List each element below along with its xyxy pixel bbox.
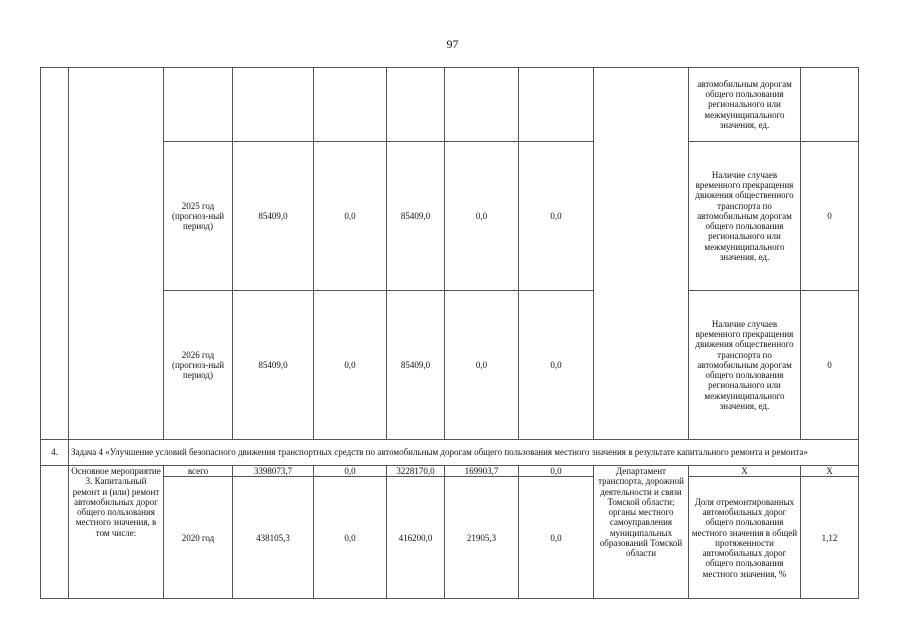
indicator-cell: Доля отремонтированных автомобильных дорог общего пользования местного значения в общей протяженности автомобильных дорог общего пользования местного значения, % xyxy=(689,477,801,599)
task-row xyxy=(41,440,859,466)
total-cell: 85409,0 xyxy=(233,291,314,440)
number-cell-empty xyxy=(41,68,69,440)
continuation-row xyxy=(41,68,859,142)
federal-cell: 0,0 xyxy=(314,291,387,440)
extra-cell: 0,0 xyxy=(519,142,594,291)
year-row-2026 xyxy=(41,291,859,440)
indicator-cell: Х xyxy=(689,466,801,477)
regional-cell: 3228170,0 xyxy=(387,466,445,477)
event-total-row xyxy=(41,466,859,477)
indicator-value-cell: 0 xyxy=(801,142,859,291)
period-cell: 2025 год (прогноз-ный период) xyxy=(164,142,233,291)
period-cell: 2026 год (прогноз-ный период) xyxy=(164,291,233,440)
executor-cell-empty xyxy=(594,68,689,440)
task-title: Задача 4 «Улучшение условий безопасного движения транспортных средств по автомобильным дорогам общего пользования местного значения в результате капитального ремонта и ремонта» xyxy=(69,440,859,466)
local-cell: 0,0 xyxy=(445,142,519,291)
executor-cell: Департамент транспорта, дорожной деятельности и связи Томской области; органы местного самоуправления муниципальных образований Томской области xyxy=(594,466,689,599)
indicator-continuation: автомобильным дорогам общего пользования регионального или межмуниципального значения, ед. xyxy=(689,68,801,142)
extra-cell: 0,0 xyxy=(519,466,594,477)
indicator-cell: Наличие случаев временного прекращения движения общественного транспорта по автомобильным дорогам общего пользования регионального или межмуниципального значения, ед. xyxy=(689,142,801,291)
regional-cell: 416200,0 xyxy=(387,477,445,599)
total-cell: 3398073,7 xyxy=(233,466,314,477)
local-cell: 0,0 xyxy=(445,291,519,440)
federal-cell: 0,0 xyxy=(314,477,387,599)
regional-cell: 85409,0 xyxy=(387,142,445,291)
total-cell: 85409,0 xyxy=(233,142,314,291)
extra-cell: 0,0 xyxy=(519,291,594,440)
year-row-2025 xyxy=(41,142,859,291)
task-number: 4. xyxy=(41,440,69,466)
regional-cell: 85409,0 xyxy=(387,291,445,440)
page-number: 97 xyxy=(446,37,459,51)
event-year-row-2020 xyxy=(41,477,859,599)
local-cell: 169903,7 xyxy=(445,466,519,477)
indicator-cell: Наличие случаев временного прекращения движения общественного транспорта по автомобильным дорогам общего пользования регионального или межмуниципального значения, ед. xyxy=(689,291,801,440)
period-cell: 2020 год xyxy=(164,477,233,599)
local-cell: 21905,3 xyxy=(445,477,519,599)
indicator-value-cell: 0 xyxy=(801,291,859,440)
event-name: Основное мероприятие 3. Капитальный ремонт и (или) ремонт автомобильных дорог общего пользования местного значения, в том числе: xyxy=(69,466,164,599)
federal-cell: 0,0 xyxy=(314,466,387,477)
federal-cell: 0,0 xyxy=(314,142,387,291)
extra-cell: 0,0 xyxy=(519,477,594,599)
indicator-value-cell: 1,12 xyxy=(801,477,859,599)
program-table xyxy=(40,67,859,599)
event-cell-empty xyxy=(69,68,164,440)
number-cell-empty xyxy=(41,466,69,599)
indicator-value-cell: Х xyxy=(801,466,859,477)
total-cell: 438105,3 xyxy=(233,477,314,599)
period-cell: всего xyxy=(164,466,233,477)
